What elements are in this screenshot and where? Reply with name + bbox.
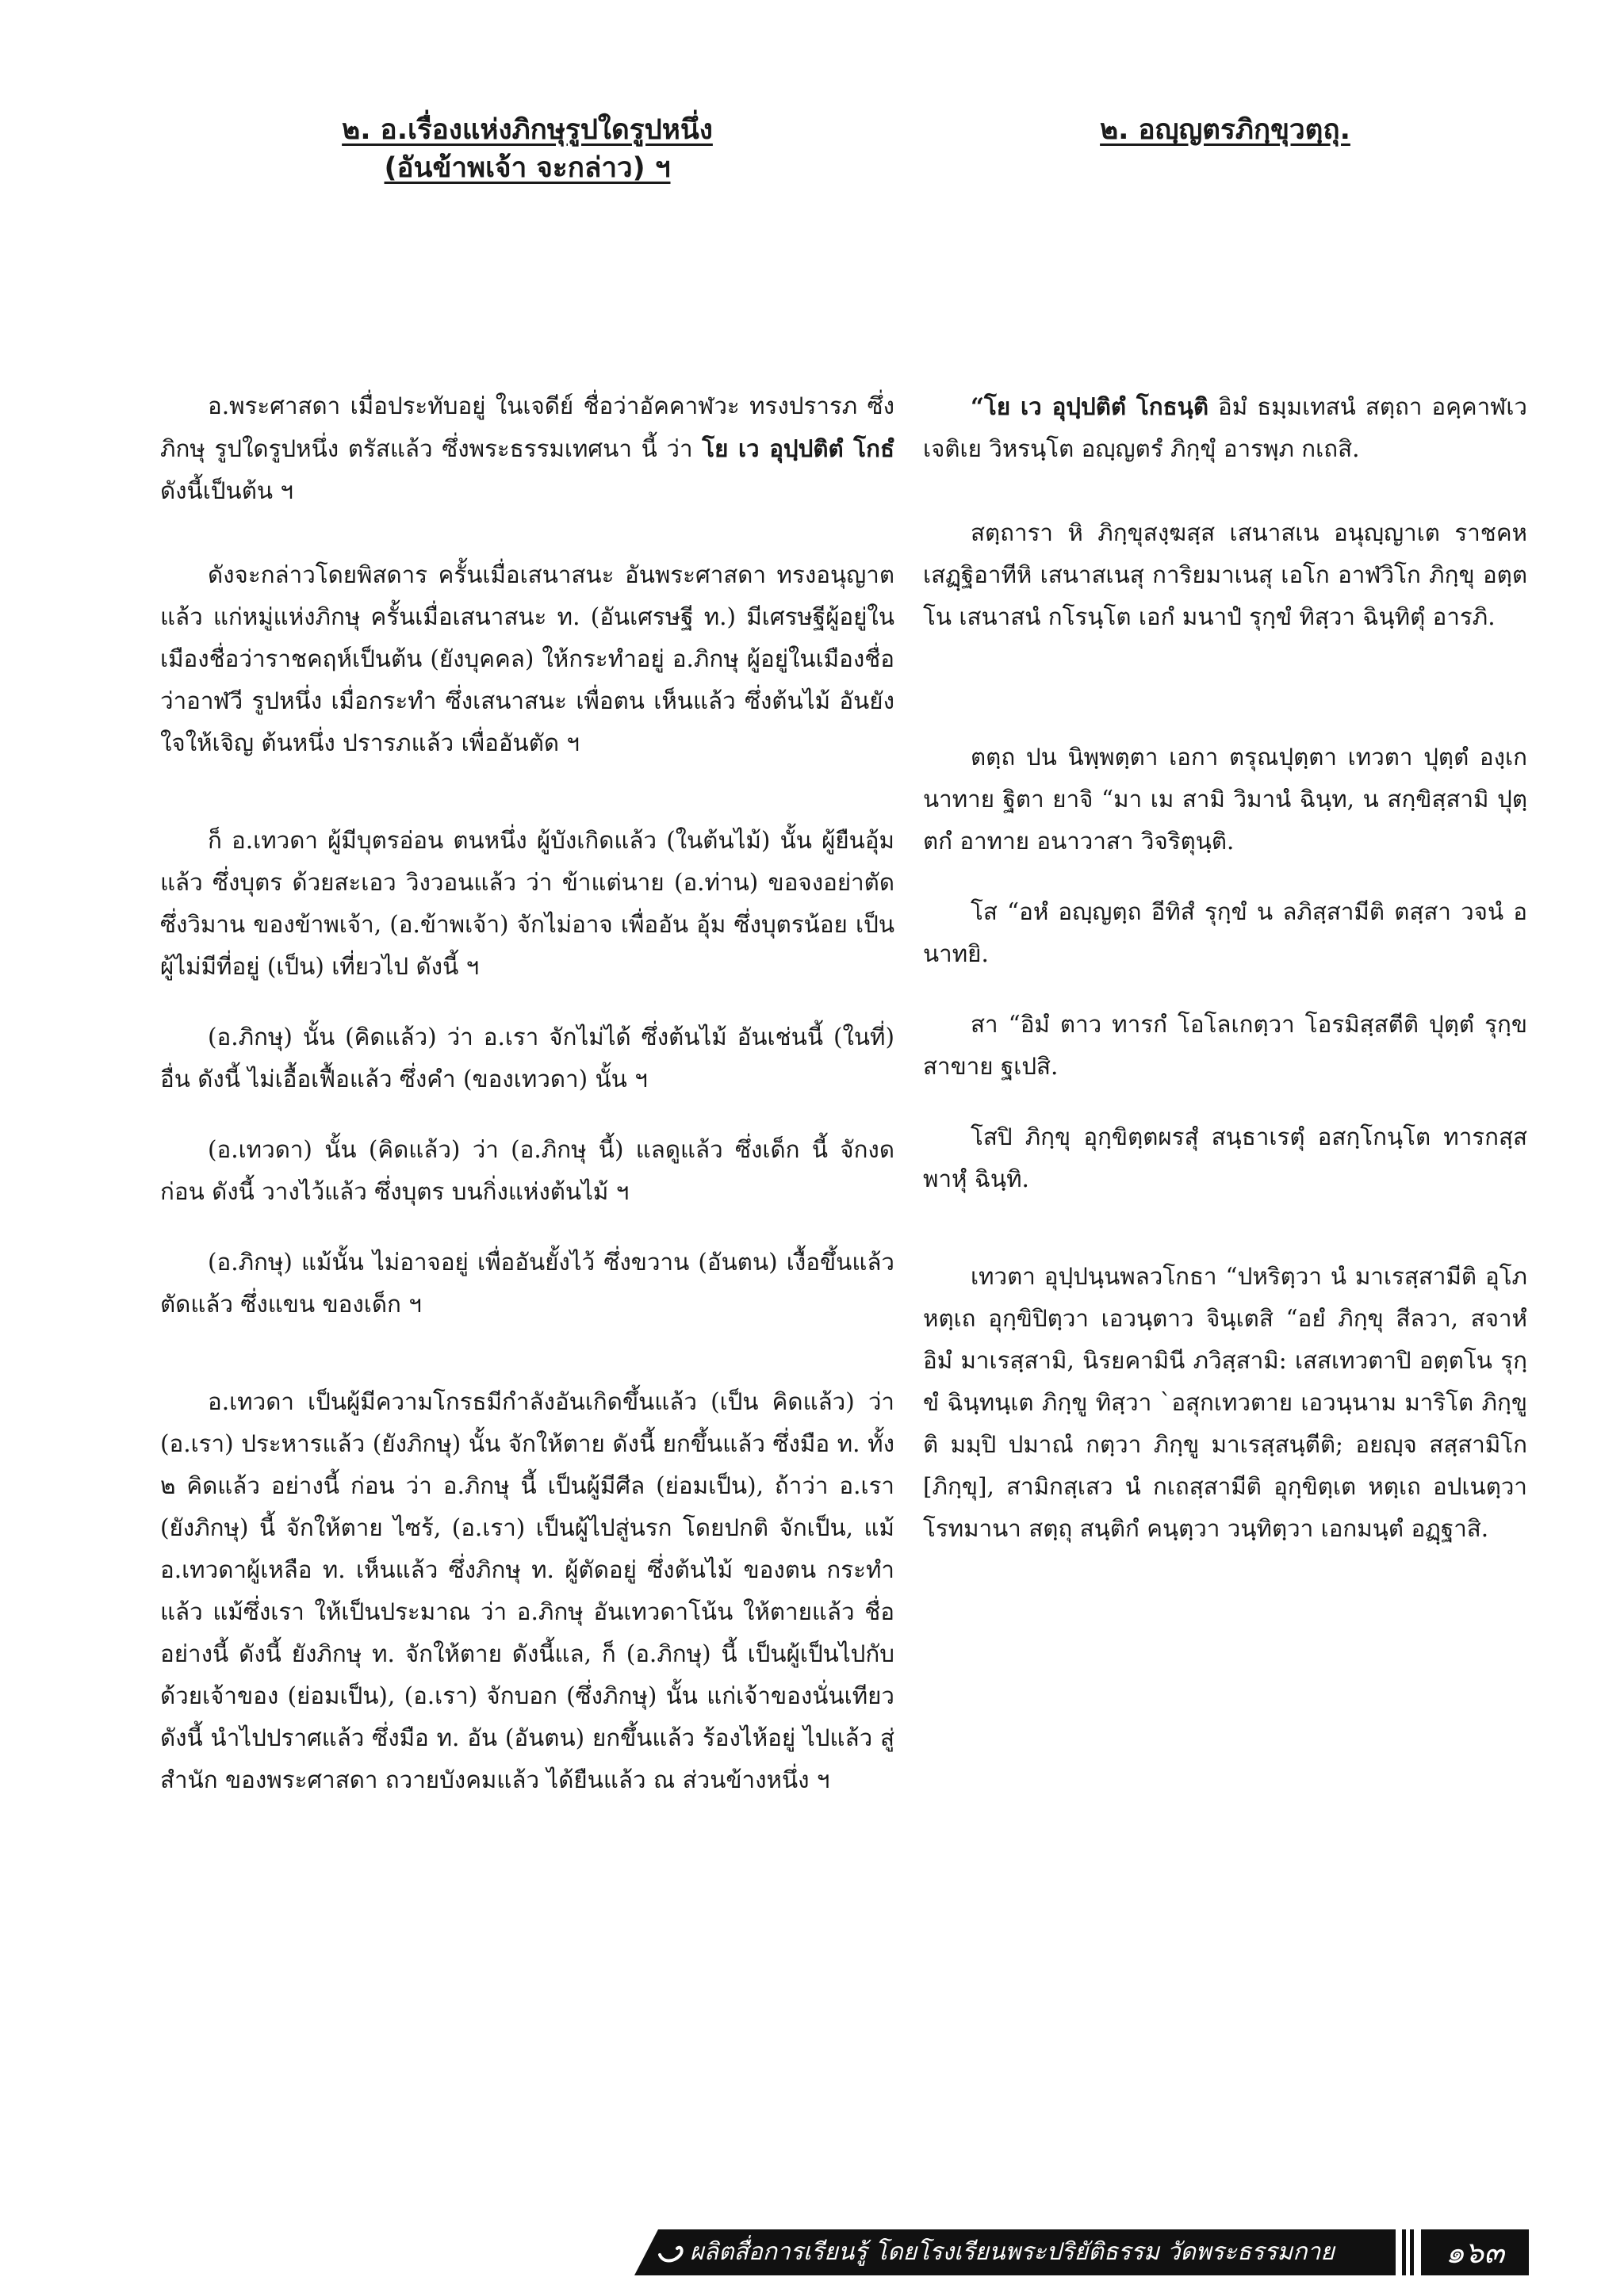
- right-p1-rest: อิมํ ธมฺมเทสนํ สตฺถา อคฺคาฬเว เจติเย วิหรนฺโต อญฺญตรํ ภิกฺขุํ อารพฺภ กเถสิ.: [923, 393, 1527, 462]
- footer-banner-text: ผลิตสื่อการเรียนรู้ โดยโรงเรียนพระปริยัติธรรม วัดพระธรรมกาย: [690, 2238, 1335, 2266]
- thai-translation-column: [160, 111, 894, 1801]
- right-p1-bold-quote: “โย เว อุปฺปติตํ โกธนฺติ: [971, 392, 1208, 420]
- left-paragraph-4: (อ.ภิกษุ) นั้น (คิดแล้ว) ว่า อ.เรา จักไม่ได้ ซึ่งต้นไม้ อันเช่นนี้ (ในที่) อื่น ดังนี้ ไม่เอื้อเฟื้อแล้ว ซึ่งคำ (ของเทวดา) นั้น ฯ: [160, 1024, 894, 1093]
- left-heading-line2: (อันข้าพเจ้า จะกล่าว) ฯ: [384, 152, 671, 184]
- right-paragraph-7: เทวตา อุปฺปนฺนพลวโกธา “ปหริตฺวา นํ มาเรสฺสามีติ อุโภ หตฺเถ อุกฺขิปิตฺวา เอวนฺตาว จินฺเตสิ “อยํ ภิกฺขุ สีลวา, สจาหํ อิมํ มาเรสฺสามิ, นิรยคามินี ภวิสฺสามิ: เสสเทวตาปิ อตฺตโน รุกฺขํ ฉินฺทนฺเต ภิกฺขู ทิสฺวา `อสุกเทวตาย เอวนฺนาม มาริโต ภิกฺขูติ มมฺปิ ปมาณํ กตฺวา ภิกฺขู มาเรสฺสนฺตีติ; อยญฺจ สสฺสามิโก [ภิกฺขุ], สามิกสฺเสว นํ กเถสฺสามีติ อุกฺขิตฺเต หตฺเถ อปเนตฺวา โรทมานา สตฺถุ สนฺติกํ คนฺตฺวา วนฺทิตฺวา เอกมนฺตํ อฏฺฐาสิ.: [923, 1263, 1527, 1542]
- left-paragraph-3: ก็ อ.เทวดา ผู้มีบุตรอ่อน ตนหนึ่ง ผู้บังเกิดแล้ว (ในต้นไม้) นั้น ผู้ยืนอุ้มแล้ว ซึ่งบุตร ด้วยสะเอว วิงวอนแล้ว ว่า ข้าแต่นาย (อ.ท่าน) ขอจงอย่าตัด ซึ่งวิมาน ของข้าพเจ้า, (อ.ข้าพเจ้า) จักไม่อาจ เพื่ออัน อุ้ม ซึ่งบุตรน้อย เป็นผู้ไม่มีที่อยู่ (เป็น) เที่ยวไป ดังนี้ ฯ: [160, 827, 894, 980]
- left-paragraph-5: (อ.เทวดา) นั้น (คิดแล้ว) ว่า (อ.ภิกษุ นี้) แลดูแล้ว ซึ่งเด็ก นี้ จักงด ก่อน ดังนี้ วางไว้แล้ว ซึ่งบุตร บนกิ่งแห่งต้นไม้ ฯ: [160, 1136, 894, 1205]
- right-paragraph-2: สตฺถารา หิ ภิกฺขุสงฺฆสฺส เสนาสเน อนุญฺญาเต ราชคหเสฏฺฐิอาทีหิ เสนาสเนสุ การิยมาเนสุ เอโก อาฬวิโก ภิกฺขุ อตฺตโน เสนาสนํ กโรนฺโต เอกํ มนาปํ รุกฺขํ ทิสฺวา ฉินฺทิตุํ อารภิ.: [923, 519, 1527, 630]
- right-paragraph-1: [923, 385, 1527, 470]
- left-heading-line1: ๒. อ.เรื่องแห่งภิกษุรูปใดรูปหนึ่ง: [342, 114, 713, 146]
- swirl-ornament-icon: [657, 2241, 685, 2264]
- left-paragraph-7: อ.เทวดา เป็นผู้มีความโกรธมีกำลังอันเกิดขึ้นแล้ว (เป็น คิดแล้ว) ว่า (อ.เรา) ประหารแล้ว (ยังภิกษุ) นั้น จักให้ตาย ดังนี้ ยกขึ้นแล้ว ซึ่งมือ ท. ทั้ง ๒ คิดแล้ว อย่างนี้ ก่อน ว่า อ.ภิกษุ นี้ เป็นผู้มีศีล (ย่อมเป็น), ถ้าว่า อ.เรา (ยังภิกษุ) นี้ จักให้ตาย ไซร้, (อ.เรา) เป็นผู้ไปสู่นรก โดยปกติ จักเป็น, แม้ อ.เทวดาผู้เหลือ ท. เห็นแล้ว ซึ่งภิกษุ ท. ผู้ตัดอยู่ ซึ่งต้นไม้ ของตน กระทำแล้ว แม้ซึ่งเรา ให้เป็นประมาณ ว่า อ.ภิกษุ อันเทวดาโน้น ให้ตายแล้ว ชื่อ อย่างนี้ ดังนี้ ยังภิกษุ ท. จักให้ตาย ดังนี้แล, ก็ (อ.ภิกษุ) นี้ เป็นผู้เป็นไปกับด้วยเจ้าของ (ย่อมเป็น), (อ.เรา) จักบอก (ซึ่งภิกษุ) นั้น แก่เจ้าของนั่นเทียว ดังนี้ นำไปปราศแล้ว ซึ่งมือ ท. อัน (อันตน) ยกขึ้นแล้ว ร้องไห้อยู่ ไปแล้ว สู่สำนัก ของพระศาสดา ถวายบังคมแล้ว ได้ยืนแล้ว ณ ส่วนข้างหนึ่ง ฯ: [160, 1388, 894, 1793]
- left-p1-tail: ดังนี้เป็นต้น ฯ: [160, 477, 293, 504]
- left-paragraph-2: ดังจะกล่าวโดยพิสดาร ครั้นเมื่อเสนาสนะ อันพระศาสดา ทรงอนุญาตแล้ว แก่หมู่แห่งภิกษุ ครั้นเมื่อเสนาสนะ ท. (อันเศรษฐี ท.) มีเศรษฐีผู้อยู่ในเมืองชื่อว่าราชคฤห์เป็นต้น (ยังบุคคล) ให้กระทำอยู่ อ.ภิกษุ ผู้อยู่ในเมืองชื่อว่าอาฬวี รูปหนึ่ง เมื่อกระทำ ซึ่งเสนาสนะ เพื่อตน เห็นแล้ว ซึ่งต้นไม้ อันยังใจให้เจิญ ต้นหนึ่ง ปรารภแล้ว เพื่ออันตัด ฯ: [160, 561, 894, 756]
- right-paragraph-4: โส “อหํ อญฺญตฺถ อีทิสํ รุกฺขํ น ลภิสฺสามีติ ตสฺสา วจนํ อนาทยิ.: [923, 898, 1527, 967]
- left-p1-text: อ.พระศาสดา เมื่อประทับอยู่ ในเจดีย์ ชื่อว่าอัคคาฬวะ ทรงปรารภ ซึ่งภิกษุ รูปใดรูปหนึ่ง ตรัสแล้ว ซึ่งพระธรรมเทศนา นี้ ว่า: [160, 392, 894, 462]
- right-paragraph-3: ตตฺถ ปน นิพฺพตฺตา เอกา ตรุณปุตฺตา เทวตา ปุตฺตํ องฺเกนาทาย ฐิตา ยาจิ “มา เม สามิ วิมานํ ฉินฺท, น สกฺขิสฺสามิ ปุตฺตกํ อาทาย อนาวาสา วิจริตุนฺติ.: [923, 744, 1527, 855]
- pali-text-column: [923, 111, 1527, 1550]
- page-number: ๑๖๓: [1421, 2229, 1529, 2275]
- right-heading: ๒. อญฺญตรภิกฺขุวตฺถุ.: [1100, 114, 1350, 146]
- left-paragraph-1: [160, 385, 894, 512]
- right-paragraph-5: สา “อิมํ ตาว ทารกํ โอโลเกตฺวา โอรมิสฺสตีติ ปุตฺตํ รุกฺขสาขาย ฐเปสิ.: [923, 1011, 1527, 1080]
- footer-divider-bars: [1402, 2229, 1416, 2275]
- right-paragraph-6: โสปิ ภิกฺขุ อุกฺขิตฺตผรสุํ สนฺธาเรตุํ อสกฺโกนฺโต ทารกสฺส พาหุํ ฉินฺทิ.: [923, 1123, 1527, 1192]
- footer-banner: [634, 2229, 1529, 2275]
- left-paragraph-6: (อ.ภิกษุ) แม้นั้น ไม่อาจอยู่ เพื่ออันยั้งไว้ ซึ่งขวาน (อันตน) เงื้อขึ้นแล้ว ตัดแล้ว ซึ่งแขน ของเด็ก ฯ: [160, 1249, 894, 1318]
- left-p1-bold-quote: โย เว อุปฺปติตํ โกธํ: [702, 434, 894, 462]
